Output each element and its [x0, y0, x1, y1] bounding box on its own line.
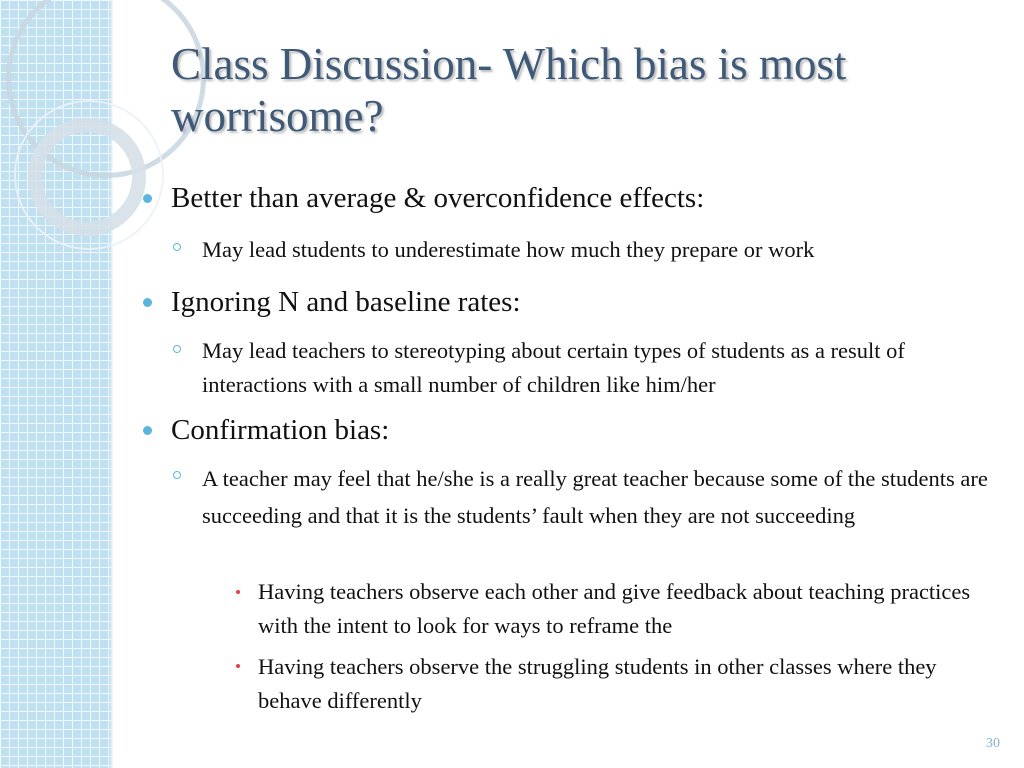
bullet-level3: Having teachers observe the struggling students in other classes where they behave differently	[258, 654, 937, 713]
bullet-ring-icon	[173, 471, 181, 479]
bullet-level1: Confirmation bias:	[171, 414, 390, 446]
bullet-ring-icon	[173, 243, 181, 251]
bullet-small-dot-icon	[236, 590, 240, 594]
bullet-level1: Better than average & overconfidence effects:	[171, 182, 705, 214]
bullet-level2: A teacher may feel that he/she is a really great teacher because some of the students are succeeding and that it is the students’ fault when they are not succeeding	[202, 466, 988, 528]
bullet-dot-icon	[143, 426, 152, 435]
bullet-dot-icon	[143, 194, 152, 203]
page-number: 30	[986, 736, 1000, 751]
bullet-small-dot-icon	[236, 664, 240, 668]
bullet-level2: May lead students to underestimate how much they prepare or work	[202, 237, 815, 262]
bullet-level3: Having teachers observe each other and give feedback about teaching practices with the intent to look for ways to reframe the	[258, 579, 971, 638]
bullet-dot-icon	[143, 298, 152, 307]
bullet-level1: Ignoring N and baseline rates:	[171, 286, 521, 318]
slide-title: Class Discussion- Which bias is most worrisome?	[171, 39, 847, 141]
bullet-level2: May lead teachers to stereotyping about certain types of students as a result of interactions with a small number of children like him/her	[202, 338, 905, 397]
bullet-ring-icon	[173, 345, 181, 353]
